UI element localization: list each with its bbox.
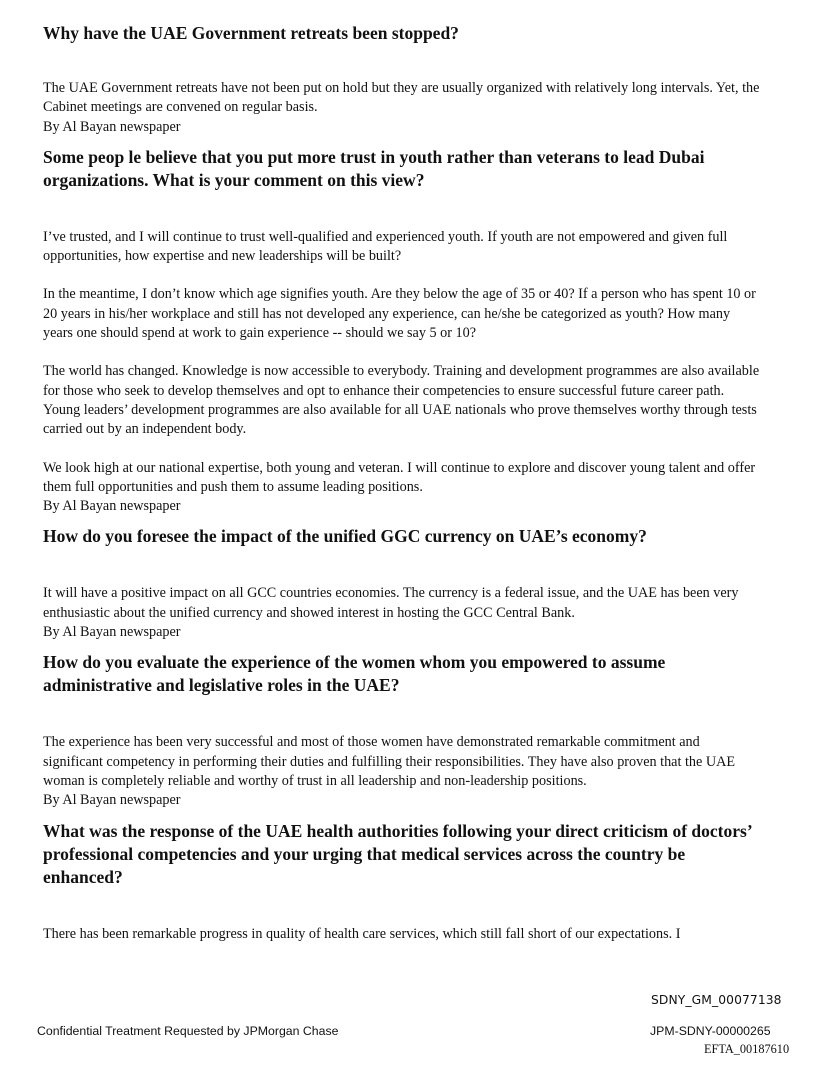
question-heading: Some peop le believe that you put more trust in youth rather than veterans to lead Dubai organizations. What is your comment on this view? [43,146,705,190]
answer-paragraph: In the meantime, I don’t know which age signifies youth. Are they below the age of 35 or 40? If a person who has spent 10 or 20 years in his/her workplace and still has not developed any experience, can he/she be categorized as youth? How many years one should spend at work to gain experience -- should we say 5 or 10? [43,286,756,342]
answer-paragraph: There has been remarkable progress in quality of health care services, which still fall short of our expectations. I [43,925,681,942]
answer-paragraph: The experience has been very successful and most of those women have demonstrated remarkable commitment and significant competency in performing their duties and fulfilling their responsibilities. They have also proven that the UAE woman is completely reliable and worthy of trust in all leadership and non-leadership positions. [43,734,735,789]
question-heading: How do you foresee the impact of the unified GGC currency on UAE’s economy? [43,526,647,547]
answer-paragraph: It will have a positive impact on all GCC countries economies. The currency is a federal issue, and the UAE has been very enthusiastic about the unified currency and showed interest in hosting the GCC Central Bank. [43,585,739,621]
question-heading: What was the response of the UAE health authorities following your direct criticism of doctors’ professional competencies and your urging that medical services across the country be enhanced? [43,820,752,887]
question-heading: How do you evaluate the experience of the women whom you empowered to assume administrative and legislative roles in the UAE? [43,652,666,696]
question-heading: Why have the UAE Government retreats been stopped? [43,23,459,43]
jpm-control-number: JPM-SDNY-00000265 [650,1024,771,1038]
efta-number: EFTA_00187610 [704,1042,790,1056]
answer-paragraph: The UAE Government retreats have not been put on hold but they are usually organized with relatively long intervals. Yet, the Cabinet meetings are convened on regular basis. [43,80,760,116]
confidential-notice: Confidential Treatment Requested by JPMorgan Chase [37,1024,339,1038]
answer-paragraph: We look high at our national expertise, both young and veteran. I will continue to explore and discover young talent and offer them full opportunities and push them to assume leading positions. [43,459,756,495]
source-line: By Al Bayan newspaper [43,118,181,135]
bates-number: SDNY_GM_00077138 [651,993,782,1007]
answer-paragraph: The world has changed. Knowledge is now accessible to everybody. Training and development programmes are also available for those who seek to develop themselves and opt to enhance their competencies to ensure successful future career path. Young leaders’ development programmes are also available for all UAE nationals who prove themselves worthy through tests carried out by an independent body. [43,363,760,438]
source-line: By Al Bayan newspaper [43,792,181,809]
source-line: By Al Bayan newspaper [43,624,181,641]
source-line: By Al Bayan newspaper [43,498,181,515]
document-body [43,22,763,944]
answer-paragraph: I’ve trusted, and I will continue to trust well-qualified and experienced youth. If youth are not empowered and given full opportunities, how expertise and new leaderships will be built? [43,228,728,265]
